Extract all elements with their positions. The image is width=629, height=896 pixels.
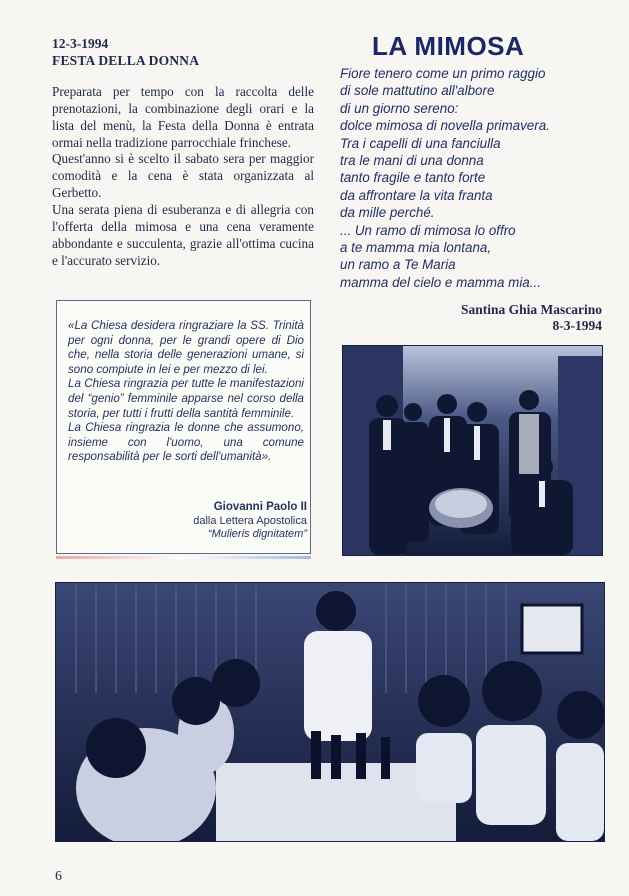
poem-line: di un giorno sereno: bbox=[340, 100, 459, 116]
poem-line: Tra i capelli di una fanciulla bbox=[340, 135, 501, 151]
quote-paragraph: La Chiesa ringrazia le donne che assumono, insieme con l'uomo, una comune responsabilità per le sorti dell'umanità». bbox=[68, 421, 304, 464]
article-paragraph: Quest'anno si è scelto il sabato sera per maggior comodità e la cena è stata organizzata al Gerbetto. bbox=[52, 151, 314, 201]
group-photo-men bbox=[342, 345, 603, 556]
quote-attribution bbox=[193, 501, 307, 542]
quote-author: Giovanni Paolo II bbox=[213, 501, 307, 513]
poem-signature bbox=[461, 302, 602, 334]
quote-text bbox=[68, 319, 304, 465]
poem-date: 8-3-1994 bbox=[552, 318, 602, 333]
poem-author: Santina Ghia Mascarino bbox=[460, 302, 602, 317]
article bbox=[52, 36, 314, 270]
poem-line: tanto fragile e tanto forte bbox=[340, 170, 486, 186]
poem-line: da mille perché. bbox=[340, 205, 435, 221]
poem-line: un ramo a Te Maria bbox=[340, 257, 456, 273]
quote-paragraph: «La Chiesa desidera ringraziare la SS. Trinità per ogni donna, per le grandi opere di Dio che, nella storia delle generazioni umane, si sono compiute in lei e per mezzo di lei. bbox=[68, 319, 304, 376]
poem-line: a te mamma mia lontana, bbox=[340, 240, 492, 256]
group-photo-men-image bbox=[343, 346, 602, 555]
article-paragraph: Preparata per tempo con la raccolta delle prenotazioni, la combinazione degli orari e la lista del menù, la Festa della Donna è entrata ormai nella tradizione parrocchiale frinchese. bbox=[52, 83, 314, 150]
quote-box-accent-stripe bbox=[56, 556, 311, 559]
article-paragraph: Una serata piena di esuberanza e di allegria con l'offerta della mimosa e una cena veramente abbondante e succulenta, grazie all'ottima cucina e l'accurato servizio. bbox=[52, 202, 314, 268]
poem-line: da affrontare la vita franta bbox=[340, 187, 493, 203]
poem-line: ... Un ramo di mimosa lo offro bbox=[340, 222, 516, 238]
dinner-photo-women-image bbox=[56, 583, 604, 841]
poem-line: di sole mattutino all'albore bbox=[340, 83, 495, 99]
page-number: 6 bbox=[55, 869, 62, 884]
poem-line: tra le mani di una donna bbox=[340, 153, 484, 169]
quote-source: dalla Lettera Apostolica bbox=[193, 514, 307, 527]
quote-document: “Mulieris dignitatem” bbox=[207, 528, 307, 540]
quote-paragraph: La Chiesa ringrazia per tutte le manifestazioni del “genio” femminile apparse nel corso della storia, per tutti i frutti della santità femminile. bbox=[68, 377, 304, 420]
dinner-photo-women bbox=[55, 582, 605, 842]
article-date: 12-3-1994 bbox=[52, 36, 109, 51]
poem-line: mamma del cielo e mamma mia... bbox=[340, 274, 541, 290]
article-heading: FESTA DELLA DONNA bbox=[52, 52, 200, 68]
poem-line: dolce mimosa di novella primavera. bbox=[340, 118, 550, 134]
poem-line: Fiore tenero come un primo raggio bbox=[340, 66, 546, 81]
poem-title: LA MIMOSA bbox=[372, 31, 525, 61]
poem-body bbox=[340, 65, 610, 291]
